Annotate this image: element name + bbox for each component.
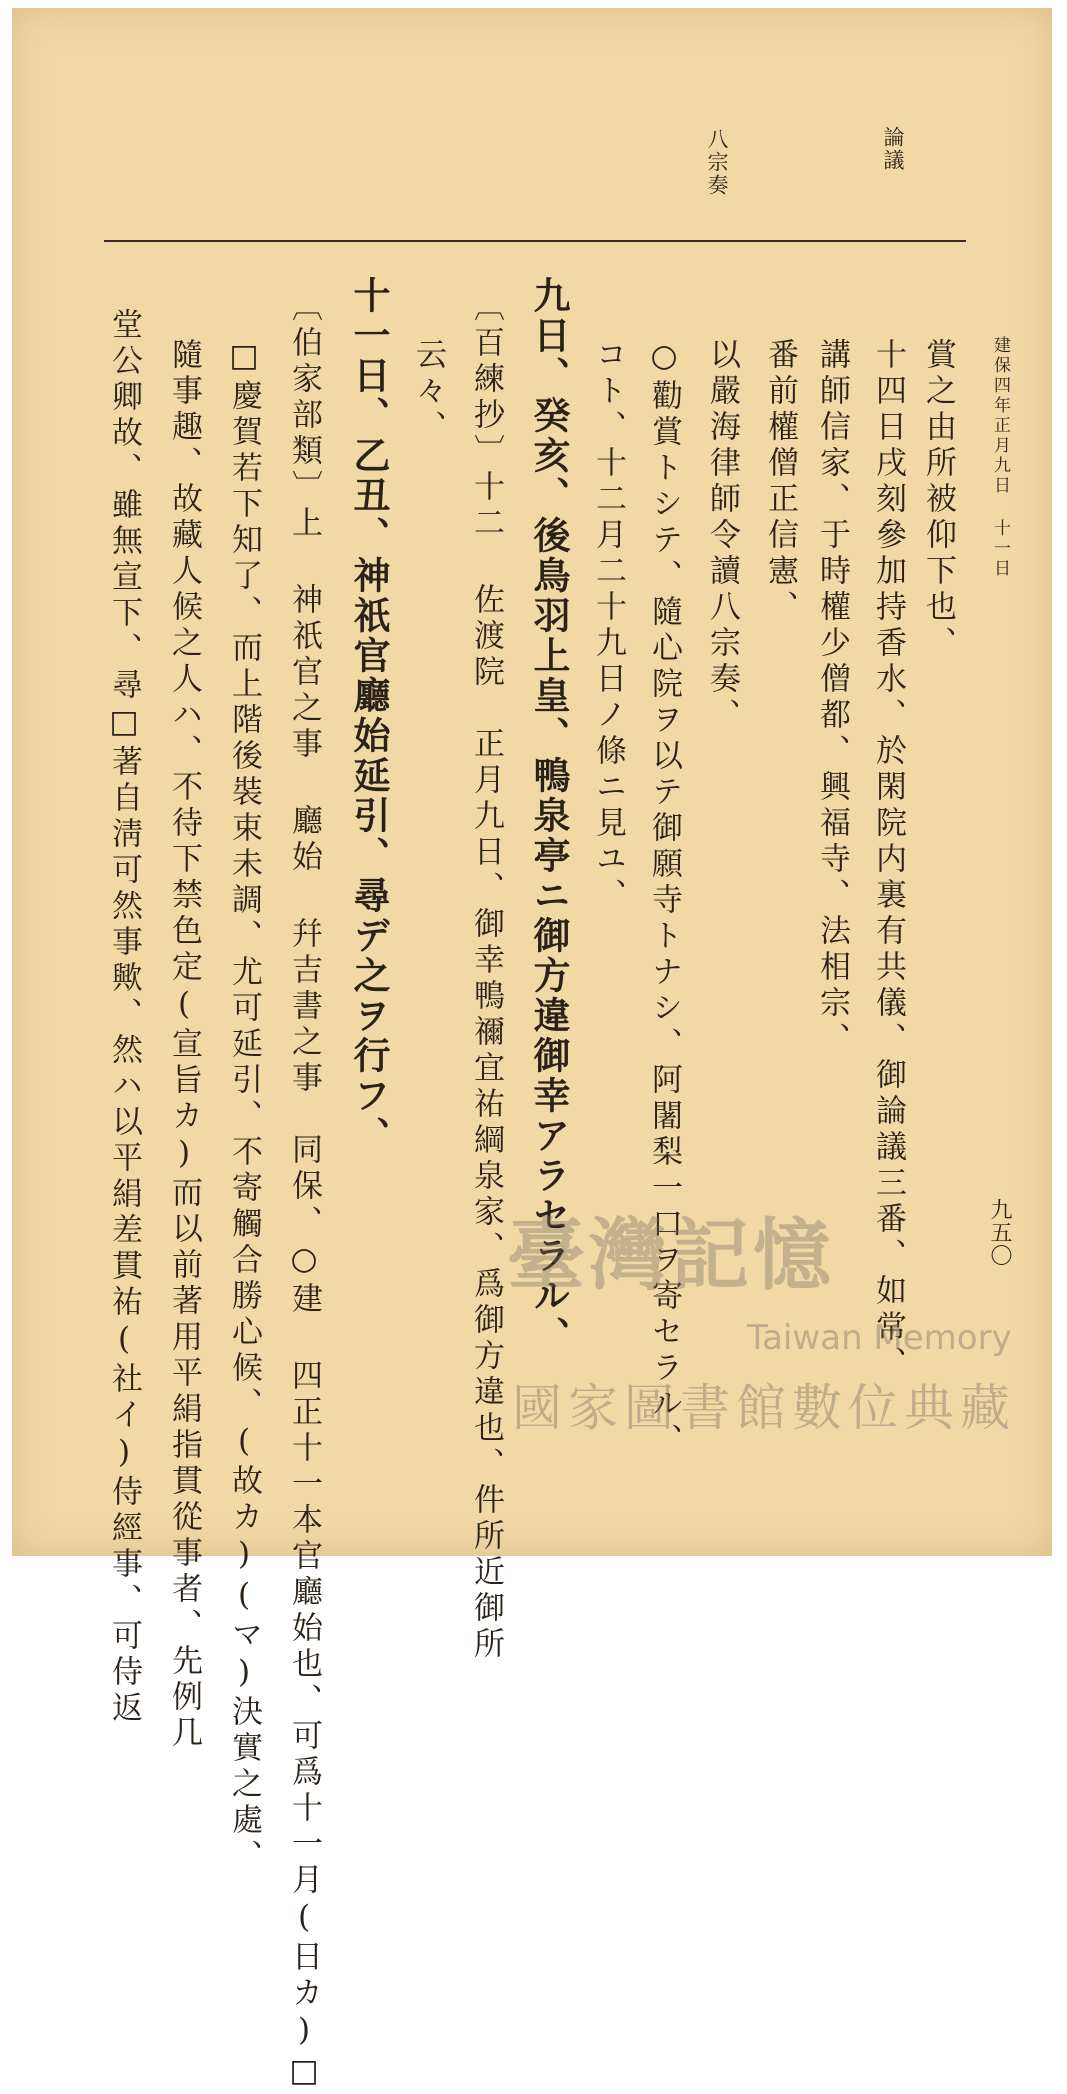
date-column: 建保四年正月九日 十一日 <box>990 336 1010 579</box>
text-column: コト、十二月二十九日ノ條ニ見ユ、 <box>590 338 626 914</box>
page-number: 九五〇 <box>987 1198 1012 1267</box>
text-column: 十四日戌刻參加持香水、於閑院内裏有共儀、御論議三番、如常、 <box>870 338 906 1382</box>
entry-heading: 九日、癸亥、後鳥羽上皇、鴨泉亭ニ御方違御幸アラセラル、 <box>527 276 571 1356</box>
text-column: 番前權僧正信憲、 <box>762 338 798 626</box>
text-column: 堂公卿故、雖無宣下、尋□著自淸可然事歟、然ハ以平絹差貫祐(社イ)侍經事、可侍返 <box>106 308 142 1727</box>
text-column: 云々、 <box>410 338 446 446</box>
entry-heading: 十一日、乙丑、神祇官廳始延引、尋デ之ヲ行フ、 <box>347 276 391 1156</box>
running-title: 論議 <box>881 126 905 172</box>
watermark-english: Taiwan Memory <box>747 1318 1012 1358</box>
text-column: 賞之由所被仰下也、 <box>920 338 956 662</box>
text-column: 以嚴海律師令讀八宗奏、 <box>704 338 740 734</box>
text-column: 〔伯家部類〕上 神祇官之事 廳始 幷吉書之事 同保、○建 四正十一本官廳始也、可爲十一月(日カ)□ <box>286 290 322 2094</box>
text-column: □慶賀若下知了、而上階後裝束未調、尤可延引、不寄觸合勝心候、(故カ)(マ)決實之處、 <box>226 338 262 1875</box>
header-rule <box>104 240 966 242</box>
text-column: 〔百練抄〕十二 佐渡院 正月九日、御幸鴨禰宜祐綱泉家、爲御方違也、件所近御所 <box>468 290 504 1663</box>
section-title: 八宗奏 <box>705 128 729 197</box>
watermark-library: 國家圖書館數位典藏 <box>512 1379 1016 1437</box>
watermark-logo: 臺灣記憶 <box>507 1210 836 1301</box>
text-column: ○勸賞トシテ、隨心院ヲ以テ御願寺トナシ、阿闍梨一口ヲ寄セラル、 <box>646 338 682 1459</box>
book-page <box>12 8 1052 2094</box>
text-column: 隨事趣、故藏人候之人ハ、不待下禁色定(宣旨カ)而以前著用平絹指貫從事者、先例几 <box>166 338 202 1752</box>
text-column: 講師信家、于時權少僧都、興福寺、法相宗、 <box>814 338 850 1058</box>
